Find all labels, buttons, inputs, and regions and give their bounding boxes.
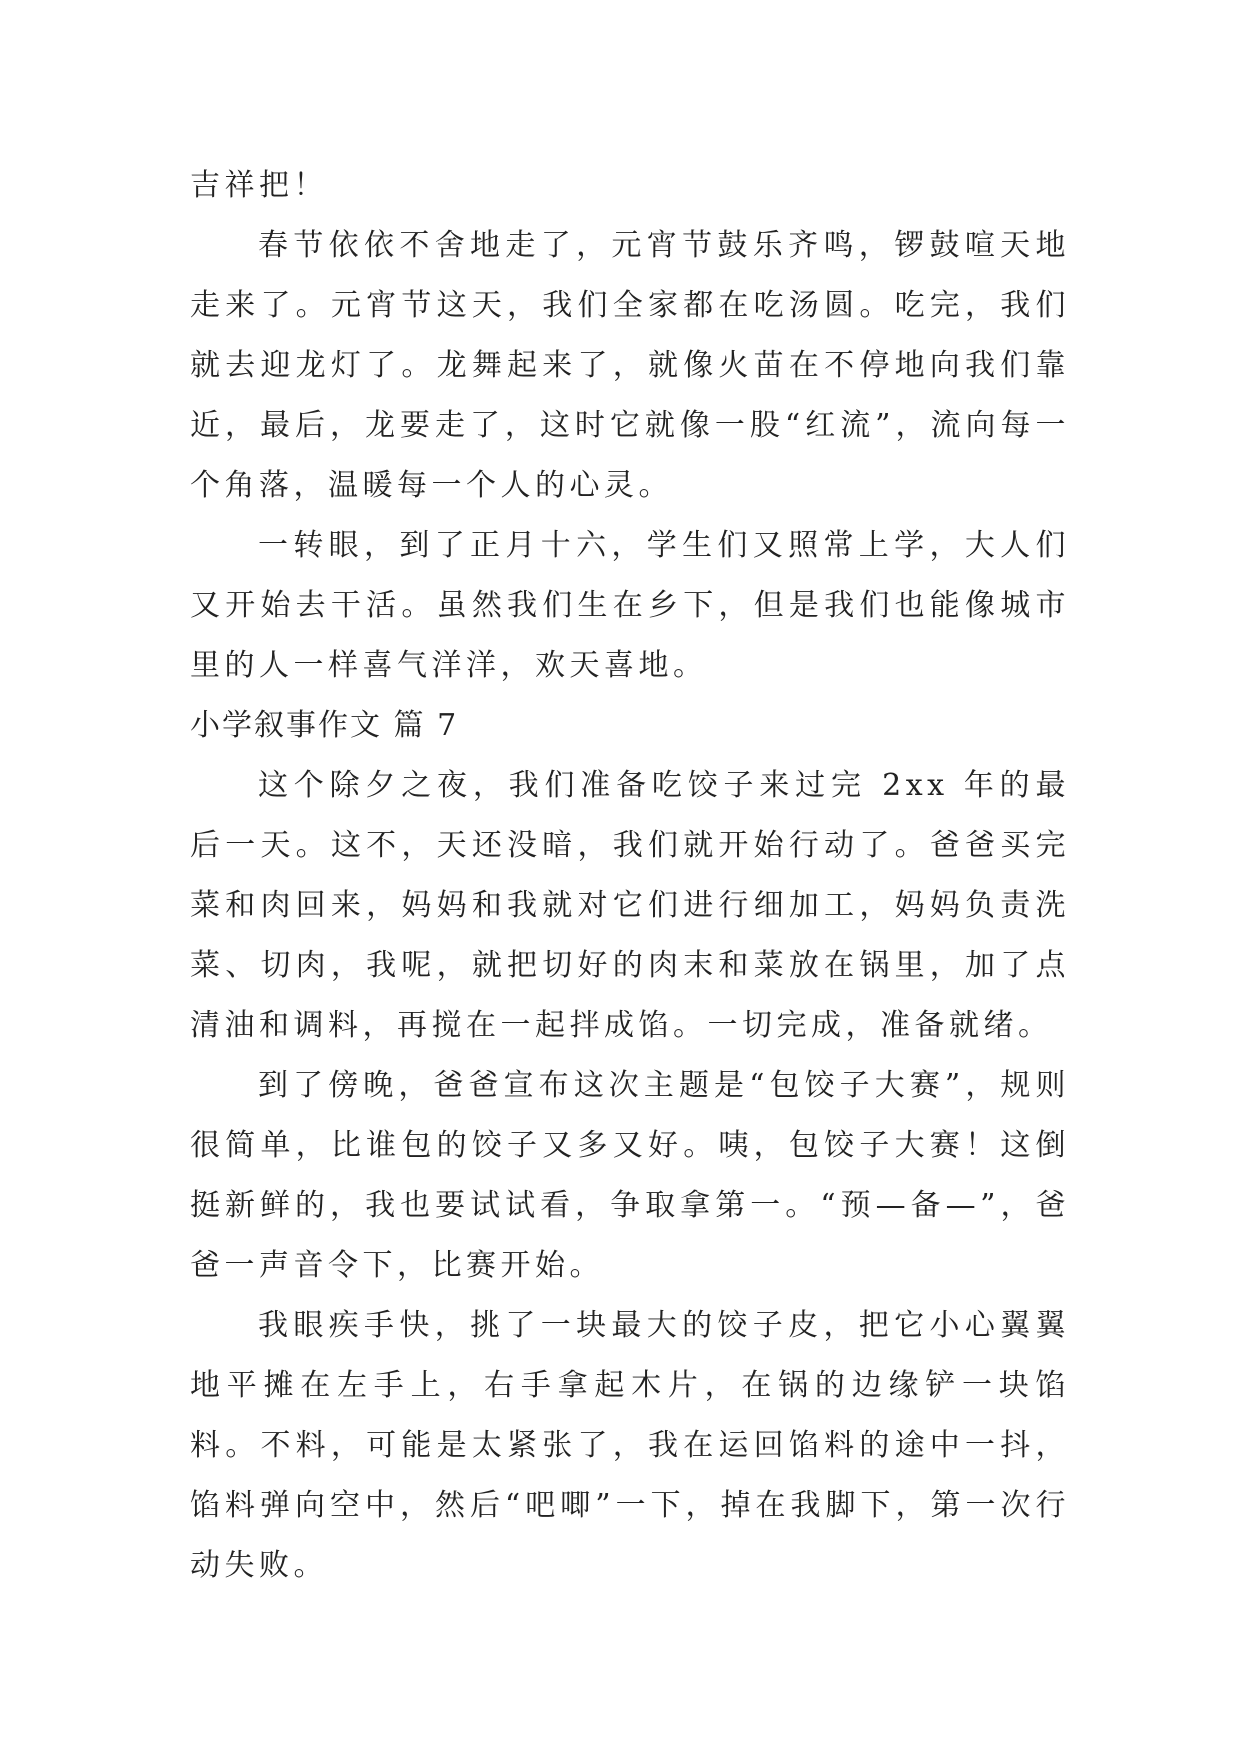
- section-title: 小学叙事作文 篇 7: [190, 708, 459, 743]
- paragraph-first-attempt: 我眼疾手快，挑了一块最大的饺子皮，把它小心翼翼地平摊在左手上，右手拿起木片，在锅的边缘铲一块馅料。不料，可能是太紧张了，我在运回馅料的途中一抖，馅料弹向空中，然后“吧唧”一下，掉在我脚下，第一次行动失败。: [190, 1308, 1070, 1583]
- paragraph-new-years-eve: 这个除夕之夜，我们准备吃饺子来过完 2xx 年的最后一天。这不，天还没暗，我们就开始行动了。爸爸买完菜和肉回来，妈妈和我就对它们进行细加工，妈妈负责洗菜、切肉，我呢，就把切好的肉末和菜放在锅里，加了点清油和调料，再搅在一起拌成馅。一切完成，准备就绪。: [190, 768, 1070, 1043]
- paragraph-dumpling-contest: 到了傍晚，爸爸宣布这次主题是“包饺子大赛”，规则很简单，比谁包的饺子又多又好。咦，包饺子大赛！这倒挺新鲜的，我也要试试看，争取拿第一。“预—备—”，爸爸一声音令下，比赛开始。: [190, 1068, 1070, 1283]
- document-body: [190, 156, 1070, 1596]
- continuation-line: 吉祥把！: [190, 168, 328, 203]
- paragraph-back-to-school: 一转眼，到了正月十六，学生们又照常上学，大人们又开始去干活。虽然我们生在乡下，但是我们也能像城市里的人一样喜气洋洋，欢天喜地。: [190, 528, 1070, 683]
- paragraph-lantern-festival: 春节依依不舍地走了，元宵节鼓乐齐鸣，锣鼓喧天地走来了。元宵节这天，我们全家都在吃汤圆。吃完，我们就去迎龙灯了。龙舞起来了，就像火苗在不停地向我们靠近，最后，龙要走了，这时它就像一股“红流”，流向每一个角落，温暖每一个人的心灵。: [190, 228, 1070, 503]
